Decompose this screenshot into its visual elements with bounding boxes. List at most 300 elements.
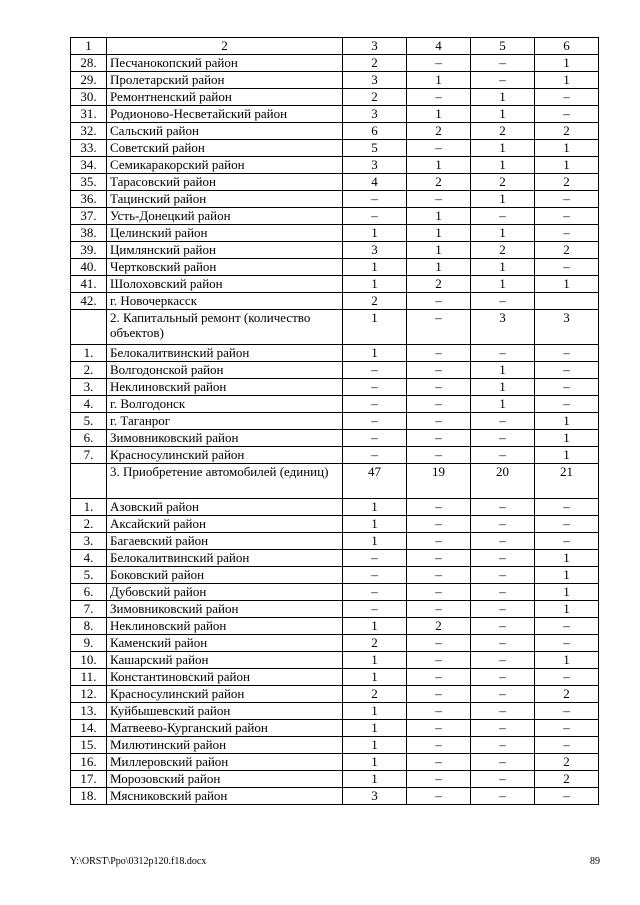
value-cell: –: [343, 208, 407, 225]
value-cell: –: [471, 550, 535, 567]
value-cell: 1: [407, 106, 471, 123]
header-cell: 4: [407, 38, 471, 55]
value-cell: –: [535, 669, 599, 686]
value-cell: 3: [343, 242, 407, 259]
row-number: 34.: [71, 157, 107, 174]
value-cell: 1: [343, 310, 407, 345]
value-cell: –: [471, 499, 535, 516]
value-cell: –: [535, 396, 599, 413]
district-name: Зимовниковский район: [107, 430, 343, 447]
table-row: [71, 208, 599, 225]
value-cell: –: [343, 396, 407, 413]
table-row: [71, 533, 599, 550]
table-row: [71, 55, 599, 72]
value-cell: 1: [471, 396, 535, 413]
row-number: 36.: [71, 191, 107, 208]
value-cell: 3: [535, 310, 599, 345]
value-cell: –: [471, 533, 535, 550]
value-cell: –: [407, 516, 471, 533]
row-number: 17.: [71, 771, 107, 788]
table-row: [71, 242, 599, 259]
row-number: 11.: [71, 669, 107, 686]
value-cell: 5: [343, 140, 407, 157]
value-cell: 1: [343, 225, 407, 242]
table-row: [71, 652, 599, 669]
row-number: 4.: [71, 396, 107, 413]
table-row: [71, 567, 599, 584]
row-number: 7.: [71, 447, 107, 464]
district-name: Волгодонской район: [107, 362, 343, 379]
table-row: [71, 191, 599, 208]
district-name: Цимлянский район: [107, 242, 343, 259]
value-cell: –: [343, 567, 407, 584]
value-cell: –: [471, 345, 535, 362]
value-cell: 20: [471, 464, 535, 499]
district-name: Родионово-Несветайский район: [107, 106, 343, 123]
row-number: 16.: [71, 754, 107, 771]
value-cell: –: [471, 208, 535, 225]
section-title: 2. Капитальный ремонт (количество объектов): [107, 310, 343, 345]
table-row: [71, 89, 599, 106]
value-cell: –: [535, 89, 599, 106]
row-number: 2.: [71, 362, 107, 379]
row-number: 33.: [71, 140, 107, 157]
value-cell: 1: [471, 362, 535, 379]
row-number: 30.: [71, 89, 107, 106]
row-number: 12.: [71, 686, 107, 703]
value-cell: 47: [343, 464, 407, 499]
value-cell: –: [343, 447, 407, 464]
value-cell: –: [407, 345, 471, 362]
value-cell: –: [407, 191, 471, 208]
value-cell: –: [407, 584, 471, 601]
table-row: [71, 703, 599, 720]
value-cell: –: [535, 737, 599, 754]
value-cell: 3: [343, 788, 407, 805]
district-name: Морозовский район: [107, 771, 343, 788]
value-cell: 1: [343, 499, 407, 516]
value-cell: 1: [471, 140, 535, 157]
value-cell: 1: [407, 208, 471, 225]
district-name: Милютинский район: [107, 737, 343, 754]
value-cell: 2: [343, 635, 407, 652]
row-number: 18.: [71, 788, 107, 805]
value-cell: 1: [471, 157, 535, 174]
value-cell: 3: [343, 72, 407, 89]
row-number: 42.: [71, 293, 107, 310]
value-cell: –: [471, 72, 535, 89]
value-cell: –: [471, 737, 535, 754]
header-cell: 6: [535, 38, 599, 55]
row-number: [71, 464, 107, 499]
district-name: Мясниковский район: [107, 788, 343, 805]
value-cell: –: [343, 601, 407, 618]
value-cell: 1: [471, 106, 535, 123]
value-cell: 2: [407, 174, 471, 191]
value-cell: 2: [535, 123, 599, 140]
district-name: Куйбышевский район: [107, 703, 343, 720]
value-cell: 1: [343, 345, 407, 362]
table-row: [71, 601, 599, 618]
table-row: [71, 174, 599, 191]
row-number: 14.: [71, 720, 107, 737]
row-number: 31.: [71, 106, 107, 123]
row-number: 28.: [71, 55, 107, 72]
value-cell: 1: [535, 550, 599, 567]
table-row: [71, 737, 599, 754]
table-row: [71, 259, 599, 276]
value-cell: 1: [535, 157, 599, 174]
row-number: 3.: [71, 379, 107, 396]
table-row: [71, 618, 599, 635]
value-cell: 2: [535, 771, 599, 788]
value-cell: 2: [343, 55, 407, 72]
value-cell: 1: [343, 618, 407, 635]
table-row: [71, 140, 599, 157]
district-name: Пролетарский район: [107, 72, 343, 89]
value-cell: 2: [407, 123, 471, 140]
data-table: [70, 37, 599, 805]
value-cell: –: [535, 362, 599, 379]
value-cell: 1: [535, 276, 599, 293]
value-cell: 1: [343, 276, 407, 293]
district-name: Советский район: [107, 140, 343, 157]
row-number: 5.: [71, 413, 107, 430]
value-cell: 1: [471, 276, 535, 293]
header-cell: 5: [471, 38, 535, 55]
value-cell: 1: [407, 72, 471, 89]
value-cell: –: [407, 293, 471, 310]
value-cell: –: [471, 55, 535, 72]
value-cell: 2: [535, 242, 599, 259]
value-cell: –: [535, 720, 599, 737]
row-number: 41.: [71, 276, 107, 293]
district-name: Усть-Донецкий район: [107, 208, 343, 225]
value-cell: 1: [471, 89, 535, 106]
footer-file-path: Y:\ORST\Ppo\0312p120.f18.docx: [70, 856, 207, 867]
section-title: 3. Приобретение автомобилей (единиц): [107, 464, 343, 499]
value-cell: 3: [343, 157, 407, 174]
value-cell: –: [407, 669, 471, 686]
value-cell: –: [407, 89, 471, 106]
value-cell: –: [407, 686, 471, 703]
district-name: Кашарский район: [107, 652, 343, 669]
row-number: 3.: [71, 533, 107, 550]
value-cell: 1: [535, 55, 599, 72]
district-name: г. Новочеркасск: [107, 293, 343, 310]
value-cell: 1: [343, 516, 407, 533]
value-cell: 2: [471, 174, 535, 191]
district-name: г. Таганрог: [107, 413, 343, 430]
value-cell: 1: [343, 771, 407, 788]
value-cell: 1: [343, 259, 407, 276]
value-cell: 6: [343, 123, 407, 140]
table-row: [71, 754, 599, 771]
value-cell: 1: [535, 140, 599, 157]
value-cell: –: [407, 379, 471, 396]
table-row: [71, 771, 599, 788]
value-cell: –: [407, 703, 471, 720]
value-cell: 1: [343, 652, 407, 669]
table-row: [71, 72, 599, 89]
value-cell: 1: [407, 242, 471, 259]
value-cell: 1: [343, 754, 407, 771]
value-cell: –: [535, 259, 599, 276]
row-number: 6.: [71, 584, 107, 601]
row-number: 40.: [71, 259, 107, 276]
value-cell: –: [343, 584, 407, 601]
value-cell: –: [407, 499, 471, 516]
row-number: 2.: [71, 516, 107, 533]
table-row: [71, 123, 599, 140]
table-row: [71, 293, 599, 310]
value-cell: –: [407, 652, 471, 669]
value-cell: –: [535, 225, 599, 242]
value-cell: –: [407, 550, 471, 567]
district-name: Аксайский район: [107, 516, 343, 533]
value-cell: 21: [535, 464, 599, 499]
value-cell: 1: [535, 413, 599, 430]
value-cell: 1: [471, 191, 535, 208]
value-cell: –: [471, 652, 535, 669]
value-cell: 1: [535, 652, 599, 669]
value-cell: –: [407, 447, 471, 464]
row-number: 9.: [71, 635, 107, 652]
value-cell: –: [343, 362, 407, 379]
value-cell: 2: [343, 89, 407, 106]
value-cell: –: [471, 686, 535, 703]
value-cell: –: [535, 499, 599, 516]
row-number: 7.: [71, 601, 107, 618]
district-name: Тарасовский район: [107, 174, 343, 191]
value-cell: –: [535, 533, 599, 550]
value-cell: –: [407, 310, 471, 345]
value-cell: –: [407, 771, 471, 788]
row-number: 13.: [71, 703, 107, 720]
value-cell: –: [407, 533, 471, 550]
row-number: 8.: [71, 618, 107, 635]
district-name: Неклиновский район: [107, 379, 343, 396]
header-cell: 3: [343, 38, 407, 55]
value-cell: –: [471, 720, 535, 737]
district-name: Тацинский район: [107, 191, 343, 208]
value-cell: –: [407, 362, 471, 379]
row-number: 32.: [71, 123, 107, 140]
value-cell: –: [471, 788, 535, 805]
value-cell: –: [471, 601, 535, 618]
row-number: 29.: [71, 72, 107, 89]
value-cell: –: [471, 703, 535, 720]
value-cell: 1: [343, 669, 407, 686]
district-name: Красносулинский район: [107, 686, 343, 703]
value-cell: 4: [343, 174, 407, 191]
value-cell: –: [407, 601, 471, 618]
value-cell: –: [407, 737, 471, 754]
value-cell: 1: [535, 447, 599, 464]
row-number: 4.: [71, 550, 107, 567]
row-number: 1.: [71, 499, 107, 516]
district-name: Целинский район: [107, 225, 343, 242]
value-cell: –: [407, 140, 471, 157]
value-cell: –: [471, 293, 535, 310]
value-cell: 2: [407, 276, 471, 293]
district-name: Боковский район: [107, 567, 343, 584]
row-number: 15.: [71, 737, 107, 754]
table-row: [71, 516, 599, 533]
value-cell: –: [343, 430, 407, 447]
table-row: [71, 635, 599, 652]
value-cell: 2: [343, 686, 407, 703]
value-cell: 2: [535, 174, 599, 191]
district-name: Зимовниковский район: [107, 601, 343, 618]
value-cell: –: [471, 754, 535, 771]
district-name: Дубовский район: [107, 584, 343, 601]
district-name: Азовский район: [107, 499, 343, 516]
value-cell: –: [471, 584, 535, 601]
table-row: [71, 413, 599, 430]
table-row: [71, 447, 599, 464]
value-cell: 1: [407, 157, 471, 174]
value-cell: –: [535, 379, 599, 396]
district-name: Ремонтненский район: [107, 89, 343, 106]
row-number: 38.: [71, 225, 107, 242]
value-cell: –: [407, 788, 471, 805]
value-cell: 1: [343, 533, 407, 550]
value-cell: 2: [343, 293, 407, 310]
value-cell: 1: [471, 259, 535, 276]
value-cell: 1: [343, 737, 407, 754]
table-row: [71, 550, 599, 567]
table-row: [71, 106, 599, 123]
value-cell: –: [471, 430, 535, 447]
header-cell: 2: [107, 38, 343, 55]
value-cell: –: [407, 635, 471, 652]
value-cell: –: [535, 635, 599, 652]
table-row: [71, 362, 599, 379]
value-cell: 2: [535, 754, 599, 771]
table-row: [71, 430, 599, 447]
table-row: [71, 396, 599, 413]
value-cell: –: [407, 754, 471, 771]
value-cell: 1: [471, 225, 535, 242]
value-cell: –: [535, 345, 599, 362]
value-cell: 1: [407, 259, 471, 276]
value-cell: –: [535, 703, 599, 720]
district-name: Каменский район: [107, 635, 343, 652]
section-row: [71, 464, 599, 499]
value-cell: –: [471, 771, 535, 788]
table-row: [71, 669, 599, 686]
value-cell: –: [535, 618, 599, 635]
value-cell: 1: [535, 72, 599, 89]
header-row: [71, 38, 599, 55]
row-number: 6.: [71, 430, 107, 447]
value-cell: –: [535, 106, 599, 123]
value-cell: 1: [343, 703, 407, 720]
value-cell: 1: [535, 584, 599, 601]
row-number: 37.: [71, 208, 107, 225]
value-cell: –: [343, 379, 407, 396]
district-name: Неклиновский район: [107, 618, 343, 635]
value-cell: –: [471, 516, 535, 533]
value-cell: 2: [471, 242, 535, 259]
value-cell: –: [535, 788, 599, 805]
table-row: [71, 788, 599, 805]
row-number: 10.: [71, 652, 107, 669]
table-row: [71, 686, 599, 703]
district-name: Белокалитвинский район: [107, 345, 343, 362]
value-cell: –: [407, 55, 471, 72]
value-cell: –: [471, 669, 535, 686]
district-name: Чертковский район: [107, 259, 343, 276]
district-name: Семикаракорский район: [107, 157, 343, 174]
section-row: [71, 310, 599, 345]
table-row: [71, 584, 599, 601]
row-number: 5.: [71, 567, 107, 584]
row-number: 1.: [71, 345, 107, 362]
table-row: [71, 157, 599, 174]
district-name: Белокалитвинский район: [107, 550, 343, 567]
district-name: г. Волгодонск: [107, 396, 343, 413]
district-name: Сальский район: [107, 123, 343, 140]
district-name: Шолоховский район: [107, 276, 343, 293]
value-cell: –: [407, 720, 471, 737]
value-cell: 1: [471, 379, 535, 396]
table-row: [71, 276, 599, 293]
header-cell: 1: [71, 38, 107, 55]
value-cell: 3: [343, 106, 407, 123]
value-cell: –: [343, 413, 407, 430]
value-cell: –: [471, 567, 535, 584]
value-cell: –: [471, 618, 535, 635]
table-row: [71, 720, 599, 737]
value-cell: –: [471, 447, 535, 464]
district-name: Красносулинский район: [107, 447, 343, 464]
value-cell: –: [471, 413, 535, 430]
district-name: Песчанокопский район: [107, 55, 343, 72]
page-number: 89: [590, 856, 600, 867]
table-row: [71, 225, 599, 242]
value-cell: 3: [471, 310, 535, 345]
value-cell: –: [407, 430, 471, 447]
value-cell: 2: [407, 618, 471, 635]
value-cell: [535, 293, 599, 310]
value-cell: 19: [407, 464, 471, 499]
value-cell: 1: [407, 225, 471, 242]
value-cell: 1: [343, 720, 407, 737]
value-cell: –: [343, 191, 407, 208]
value-cell: 1: [535, 430, 599, 447]
row-number: 39.: [71, 242, 107, 259]
district-name: Константиновский район: [107, 669, 343, 686]
value-cell: 1: [535, 601, 599, 618]
table-row: [71, 379, 599, 396]
row-number: 35.: [71, 174, 107, 191]
table-row: [71, 499, 599, 516]
value-cell: 2: [471, 123, 535, 140]
value-cell: –: [535, 516, 599, 533]
value-cell: –: [407, 396, 471, 413]
table-row: [71, 345, 599, 362]
value-cell: –: [535, 208, 599, 225]
district-name: Багаевский район: [107, 533, 343, 550]
district-name: Миллеровский район: [107, 754, 343, 771]
value-cell: –: [471, 635, 535, 652]
district-name: Матвеево-Курганский район: [107, 720, 343, 737]
value-cell: –: [407, 567, 471, 584]
value-cell: 1: [535, 567, 599, 584]
value-cell: –: [407, 413, 471, 430]
